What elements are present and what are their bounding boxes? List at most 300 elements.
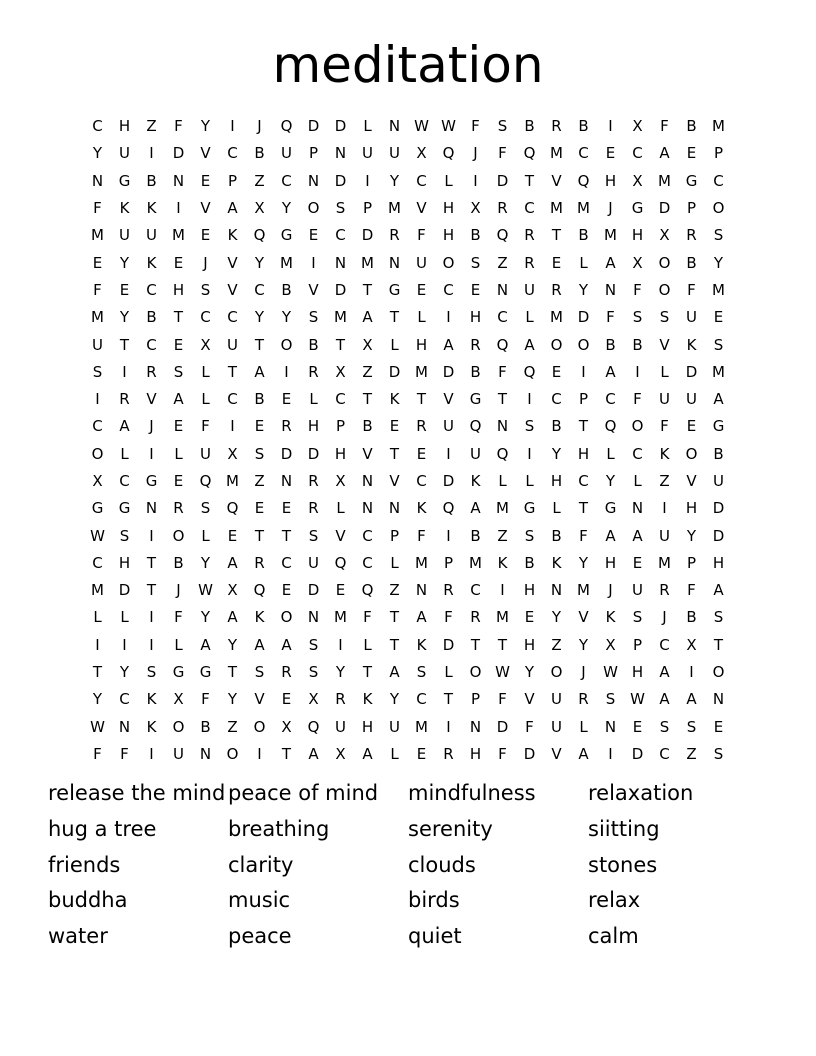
grid-letter: D [307,444,320,463]
grid-row [84,113,734,140]
grid-letter: A [227,608,238,627]
grid-letter: B [632,335,643,354]
grid-letter: O [469,663,482,682]
grid-letter: U [146,226,157,245]
grid-letter: B [173,553,184,572]
grid-letter: U [686,390,697,409]
grid-letter: D [523,744,536,763]
word-list-item: stones [588,852,658,877]
grid-letter: J [176,581,181,600]
grid-letter: D [442,362,455,381]
grid-letter: D [685,362,698,381]
grid-letter: F [93,280,102,299]
grid-letter: R [308,362,319,381]
grid-letter: C [146,280,157,299]
grid-letter: Y [119,253,130,272]
grid-letter: E [524,608,535,627]
grid-letter: D [577,308,590,327]
grid-letter: B [281,280,292,299]
grid-letter: E [200,226,211,245]
grid-letter: A [659,663,670,682]
grid-letter: U [389,144,400,163]
grid-letter: U [443,417,454,436]
grid-letter: I [662,499,667,518]
grid-letter: Z [389,581,400,600]
grid-letter: O [550,335,563,354]
grid-letter: T [281,744,292,763]
grid-letter: J [473,144,478,163]
grid-letter: U [713,472,724,490]
grid-letter: Y [254,308,265,327]
grid-letter: Z [497,253,508,272]
grid-letter: C [281,553,292,572]
grid-letter: I [446,444,451,463]
grid-letter: R [308,499,319,518]
grid-letter: L [606,444,615,463]
grid-letter: U [551,717,562,736]
grid-letter: E [254,499,265,518]
grid-letter: S [254,663,265,682]
grid-letter: Q [496,335,509,354]
grid-letter: E [416,444,427,463]
grid-letter: U [551,690,562,709]
grid-letter: A [254,362,265,381]
grid-letter: F [606,308,615,327]
grid-letter: F [201,417,210,436]
grid-letter: F [633,280,642,299]
grid-letter: J [581,663,586,682]
grid-letter: M [469,553,482,572]
grid-letter: E [227,526,238,545]
grid-letter: C [146,335,157,354]
grid-letter: S [119,526,130,545]
grid-letter: X [632,171,643,190]
grid-letter: T [578,417,589,436]
grid-letter: F [363,608,372,627]
grid-letter: E [389,417,400,436]
grid-letter: U [416,253,427,272]
grid-letter: B [308,335,319,354]
grid-letter: O [307,199,320,218]
grid-letter: N [91,171,104,190]
grid-letter: U [308,553,319,572]
grid-letter: T [227,362,238,381]
word-list-item: music [228,888,291,913]
grid-letter: L [120,444,129,463]
grid-row [84,522,734,549]
grid-letter: S [470,253,481,272]
grid-letter: X [632,117,643,136]
grid-letter: E [281,690,292,709]
grid-letter: N [496,280,509,299]
grid-letter: F [471,117,480,136]
grid-letter: Q [361,581,374,600]
grid-letter: Y [389,171,400,190]
grid-letter: F [174,117,183,136]
grid-letter: A [605,362,616,381]
grid-letter: E [632,717,643,736]
grid-letter: Z [686,744,697,763]
grid-letter: Z [227,717,238,736]
grid-letter: P [578,390,589,409]
grid-letter: C [362,526,373,545]
grid-letter: S [308,526,319,545]
grid-letter: E [119,280,130,299]
grid-letter: A [389,663,400,682]
grid-letter: R [524,226,535,245]
grid-letter: R [416,417,427,436]
grid-letter: I [527,390,532,409]
grid-letter: R [551,117,562,136]
grid-letter: V [416,199,427,218]
grid-letter: S [416,663,427,682]
grid-letter: I [149,444,154,463]
grid-letter: A [605,526,616,545]
word-list-item: mindfulness [408,781,536,805]
grid-letter: W [414,117,429,136]
grid-letter: E [470,280,481,299]
grid-letter: M [712,362,725,381]
grid-letter: O [685,444,698,463]
grid-letter: Y [92,144,103,163]
grid-letter: G [118,171,131,190]
grid-letter: L [390,553,399,572]
grid-letter: I [581,362,586,381]
grid-letter: M [91,226,104,245]
word-list-item: serenity [408,816,493,841]
grid-letter: Y [281,308,292,327]
grid-letter: Y [227,635,238,654]
grid-letter: M [226,472,239,490]
grid-letter: D [658,199,671,218]
grid-letter: Q [523,144,536,163]
grid-letter: X [227,581,238,600]
grid-letter: K [254,608,265,627]
grid-letter: R [173,499,184,518]
grid-letter: G [469,390,482,409]
grid-letter: S [713,335,724,354]
grid-letter: K [497,553,508,572]
grid-letter: F [201,690,210,709]
grid-letter: S [632,608,643,627]
word-list-item: clouds [408,852,476,877]
grid-letter: V [200,144,211,163]
grid-letter: C [227,308,238,327]
grid-letter: B [578,226,589,245]
grid-letter: G [199,663,212,682]
grid-letter: B [254,144,265,163]
grid-letter: K [146,199,157,218]
grid-letter: B [470,362,481,381]
grid-letter: S [254,444,265,463]
grid-letter: B [551,526,562,545]
grid-letter: T [578,499,589,518]
grid-letter: S [632,308,643,327]
grid-letter: F [174,608,183,627]
grid-letter: C [227,390,238,409]
grid-letter: K [146,253,157,272]
word-list-item: release the mind [48,781,226,805]
word-list-item: birds [408,888,460,913]
grid-letter: X [227,444,238,463]
grid-letter: D [280,444,293,463]
grid-letter: M [334,308,347,327]
grid-letter: R [281,417,292,436]
grid-row [84,632,734,659]
grid-letter: L [633,472,642,490]
grid-letter: E [686,144,697,163]
grid-letter: V [686,472,697,490]
grid-row [84,386,734,413]
grid-letter: C [578,144,589,163]
grid-letter: L [363,117,372,136]
grid-row [84,686,734,713]
grid-letter: C [200,308,211,327]
grid-letter: G [523,499,536,518]
grid-letter: M [712,117,725,136]
grid-letter: Y [551,608,562,627]
grid-letter: E [281,581,292,600]
grid-letter: S [200,499,211,518]
grid-letter: R [308,472,319,490]
grid-letter: M [91,581,104,600]
grid-letter: H [604,171,617,190]
grid-letter: S [173,362,184,381]
grid-letter: U [632,581,643,600]
grid-letter: C [470,581,481,600]
grid-letter: I [230,417,235,436]
grid-letter: E [173,335,184,354]
grid-letter: H [523,581,536,600]
grid-letter: Q [334,553,347,572]
grid-letter: E [686,417,697,436]
grid-letter: L [201,390,210,409]
grid-letter: A [713,581,724,600]
grid-letter: T [362,663,373,682]
grid-letter: O [658,280,671,299]
grid-letter: D [712,526,725,545]
grid-letter: J [149,417,154,436]
grid-letter: Z [551,635,562,654]
grid-letter: B [200,717,211,736]
grid-letter: C [443,280,454,299]
grid-letter: T [227,663,238,682]
grid-letter: O [280,335,293,354]
grid-letter: A [362,308,373,327]
grid-letter: C [335,390,346,409]
grid-letter: K [119,199,130,218]
grid-letter: N [307,171,320,190]
grid-row [84,168,734,195]
grid-letter: K [416,499,427,518]
grid-letter: O [172,717,185,736]
grid-letter: L [174,444,183,463]
grid-letter: D [334,280,347,299]
grid-letter: K [389,390,400,409]
grid-letter: T [92,663,103,682]
grid-row [84,140,734,167]
grid-letter: H [442,226,455,245]
grid-letter: J [608,199,613,218]
word-list-item: relax [588,888,641,913]
grid-letter: A [416,608,427,627]
grid-letter: A [281,635,292,654]
grid-letter: E [551,362,562,381]
grid-letter: I [608,744,613,763]
grid-letter: K [605,608,616,627]
grid-letter: O [91,444,104,463]
grid-letter: A [524,335,535,354]
grid-letter: X [659,226,670,245]
grid-letter: N [280,472,293,490]
grid-letter: C [497,308,508,327]
grid-letter: Q [577,171,590,190]
grid-letter: G [685,171,698,190]
grid-letter: V [524,690,535,709]
grid-letter: V [227,253,238,272]
grid-letter: F [498,144,507,163]
grid-letter: O [577,335,590,354]
grid-letter: I [311,253,316,272]
grid-letter: F [498,690,507,709]
grid-letter: O [658,253,671,272]
word-list-item: calm [588,924,639,949]
grid-letter: E [92,253,103,272]
grid-letter: O [172,526,185,545]
grid-letter: M [388,199,401,218]
grid-letter: N [388,253,401,272]
grid-letter: Q [199,472,212,490]
grid-letter: L [444,663,453,682]
grid-letter: C [92,117,103,136]
grid-row [84,413,734,440]
grid-letter: F [633,390,642,409]
grid-letter: A [605,253,616,272]
grid-letter: U [686,308,697,327]
grid-letter: S [659,308,670,327]
word-list-item: water [48,924,108,949]
grid-letter: B [713,444,724,463]
grid-row [84,277,734,304]
grid-letter: Y [686,526,697,545]
grid-letter: E [200,171,211,190]
grid-letter: M [172,226,185,245]
grid-letter: Z [362,362,373,381]
grid-letter: N [199,744,212,763]
grid-letter: Y [281,199,292,218]
grid-row [84,604,734,631]
grid-letter: W [441,117,456,136]
grid-letter: S [200,280,211,299]
word-list [48,776,808,955]
grid-letter: P [443,553,454,572]
grid-letter: C [227,144,238,163]
grid-letter: I [608,117,613,136]
grid-letter: Y [578,635,589,654]
grid-letter: L [309,390,318,409]
grid-letter: O [226,744,239,763]
grid-letter: I [149,608,154,627]
grid-letter: Q [307,717,320,736]
grid-letter: H [550,472,563,490]
word-list-item: relaxation [588,781,694,805]
grid-letter: R [146,362,157,381]
grid-letter: W [603,663,618,682]
grid-letter: A [227,553,238,572]
grid-letter: U [659,526,670,545]
grid-letter: I [527,444,532,463]
grid-letter: S [308,635,319,654]
grid-letter: P [470,690,481,709]
grid-letter: Y [200,117,211,136]
grid-letter: K [686,335,697,354]
grid-letter: P [335,417,346,436]
grid-letter: C [713,171,724,190]
grid-letter: M [361,253,374,272]
grid-letter: R [497,199,508,218]
grid-letter: N [604,717,617,736]
grid-letter: P [686,199,697,218]
grid-letter: B [686,253,697,272]
grid-row [84,550,734,577]
grid-letter: C [416,171,427,190]
grid-letter: R [524,253,535,272]
grid-letter: M [415,717,428,736]
grid-letter: Y [578,553,589,572]
grid-letter: R [659,581,670,600]
grid-letter: A [254,635,265,654]
grid-letter: H [415,335,428,354]
grid-letter: H [118,117,131,136]
grid-letter: N [712,690,725,709]
grid-letter: B [146,171,157,190]
grid-letter: G [118,499,131,518]
grid-row [84,659,734,686]
grid-letter: N [172,171,185,190]
grid-letter: X [173,690,184,709]
grid-letter: O [550,663,563,682]
grid-letter: I [149,744,154,763]
grid-letter: Y [200,608,211,627]
grid-letter: T [362,390,373,409]
grid-letter: Q [604,417,617,436]
grid-letter: M [415,553,428,572]
grid-letter: M [415,362,428,381]
grid-letter: F [660,117,669,136]
grid-letter: Y [389,690,400,709]
grid-letter: K [470,472,481,490]
grid-letter: S [713,226,724,245]
grid-letter: T [551,226,562,245]
grid-letter: K [146,717,157,736]
grid-letter: W [198,581,213,600]
grid-letter: O [712,199,725,218]
grid-letter: E [173,417,184,436]
grid-letter: Z [254,472,265,490]
grid-letter: Q [253,581,266,600]
grid-letter: H [631,663,644,682]
grid-letter: E [308,226,319,245]
word-list-item: siitting [588,816,660,841]
grid-letter: Y [92,690,103,709]
grid-letter: T [254,526,265,545]
grid-row [84,495,734,522]
grid-letter: I [122,635,127,654]
grid-letter: E [281,499,292,518]
grid-letter: C [119,690,130,709]
grid-letter: N [361,499,374,518]
grid-letter: O [631,417,644,436]
